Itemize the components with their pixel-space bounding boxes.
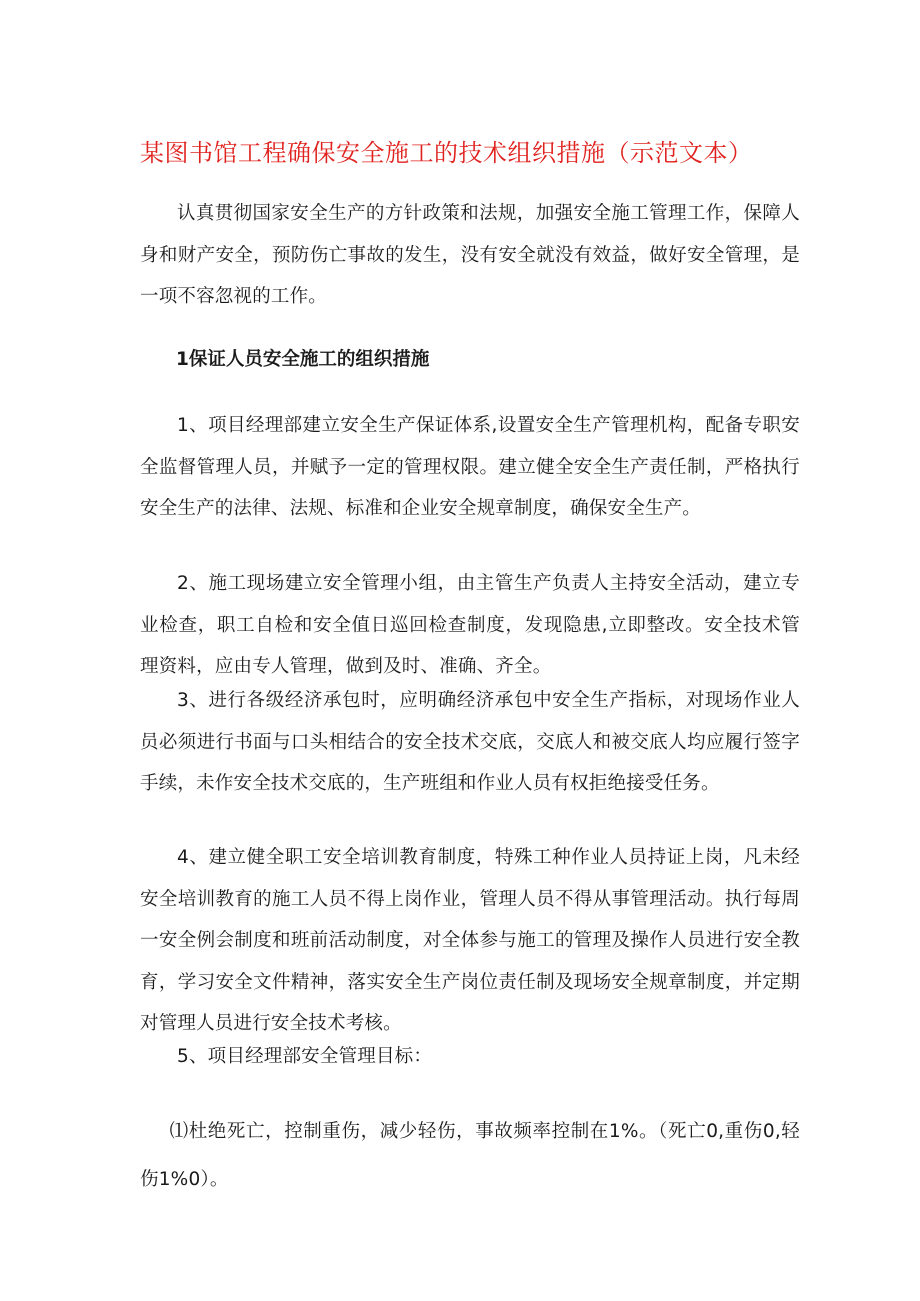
- list-item-4: 4、建立健全职工安全培训教育制度，特殊工种作业人员持证上岗，凡未经安全培训教育的施工人员不得上岗作业，管理人员不得从事管理活动。执行每周一安全例会制度和班前活动制度，对全体参与施工的管理及操作人员进行安全教育，学习安全文件精神，落实安全生产岗位责任制及现场安全规章制度，并定期对管理人员进行安全技术考核。: [140, 847, 800, 1034]
- sub-item-1: ⑴杜绝死亡，控制重伤，减少轻伤，事故频率控制在1%。（死亡0,重伤0,轻伤1%0）。: [140, 1121, 800, 1190]
- section-heading: 1保证人员安全施工的组织措施: [176, 349, 430, 370]
- intro-paragraph: 认真贯彻国家安全生产的方针政策和法规，加强安全施工管理工作，保障人身和财产安全，预防伤亡事故的发生，没有安全就没有效益，做好安全管理，是一项不容忽视的工作。: [140, 203, 800, 307]
- list-item-3: 3、进行各级经济承包时，应明确经济承包中安全生产指标，对现场作业人员必须进行书面与口头相结合的安全技术交底，交底人和被交底人均应履行签字手续，未作安全技术交底的，生产班组和作业人员有权拒绝接受任务。: [140, 690, 800, 794]
- list-item-2: 2、施工现场建立安全管理小组，由主管生产负责人主持安全活动，建立专业检查，职工自检和安全值日巡回检查制度，发现隐患,立即整改。安全技术管理资料，应由专人管理，做到及时、准确、齐全。: [140, 573, 800, 677]
- document-title: 某图书馆工程确保安全施工的技术组织措施（示范文本）: [140, 139, 753, 167]
- list-item-1: 1、项目经理部建立安全生产保证体系,设置安全生产管理机构，配备专职安全监督管理人员，并赋予一定的管理权限。建立健全安全生产责任制，严格执行安全生产的法律、法规、标准和企业安全规章制度，确保安全生产。: [140, 415, 800, 519]
- list-item-5: 5、项目经理部安全管理目标：: [177, 1046, 433, 1067]
